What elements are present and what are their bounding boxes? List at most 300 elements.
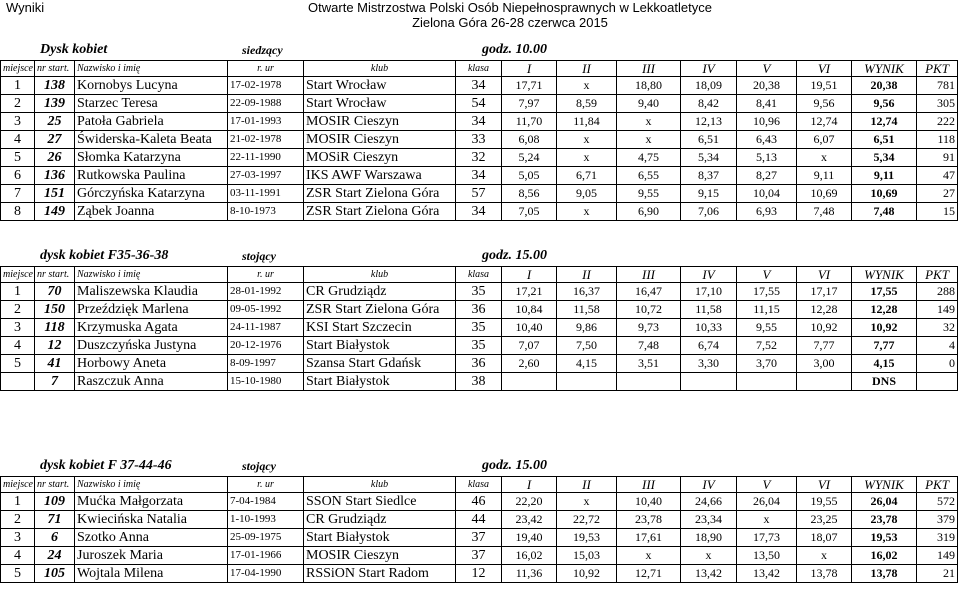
attempt-4-cell: 9,15 (681, 185, 737, 203)
attempt-6-cell: 6,07 (797, 131, 852, 149)
table-row (1, 167, 958, 185)
table-row (1, 337, 958, 355)
table-row (1, 149, 958, 167)
attempt-3-cell: 7,48 (617, 337, 681, 355)
column-header-r1: I (502, 267, 557, 283)
birth-date-cell: 24-11-1987 (228, 319, 304, 337)
start-number-cell: 136 (35, 167, 75, 185)
attempt-1-cell: 16,02 (502, 547, 557, 565)
event-title (300, 0, 720, 30)
column-header-r6: VI (797, 61, 852, 77)
attempt-2-cell: 6,71 (557, 167, 617, 185)
place-cell: 6 (1, 167, 35, 185)
attempt-2-cell: 7,50 (557, 337, 617, 355)
column-header-klub: klub (304, 61, 456, 77)
start-number-cell: 118 (35, 319, 75, 337)
attempt-5-cell: 17,55 (737, 283, 797, 301)
club-cell: Start Białystok (304, 337, 456, 355)
points-cell: 118 (917, 131, 958, 149)
attempt-5-cell: 13,50 (737, 547, 797, 565)
start-number-cell: 138 (35, 77, 75, 95)
attempt-4-cell: 11,58 (681, 301, 737, 319)
athlete-name-cell: Wojtala Milena (75, 565, 228, 583)
points-cell: 32 (917, 319, 958, 337)
column-header-pkt: PKT (917, 477, 958, 493)
attempt-1-cell: 7,07 (502, 337, 557, 355)
result-cell: 4,15 (852, 355, 917, 373)
attempt-6-cell: 12,74 (797, 113, 852, 131)
birth-date-cell: 1-10-1993 (228, 511, 304, 529)
column-header-r4: IV (681, 61, 737, 77)
athlete-name-cell: Kornobys Lucyna (75, 77, 228, 95)
place-cell: 7 (1, 185, 35, 203)
club-cell: ZSR Start Zielona Góra (304, 301, 456, 319)
club-cell: Start Białystok (304, 529, 456, 547)
athlete-name-cell: Patoła Gabriela (75, 113, 228, 131)
attempt-1-cell: 5,24 (502, 149, 557, 167)
start-number-cell: 7 (35, 373, 75, 391)
attempt-5-cell: 5,13 (737, 149, 797, 167)
attempt-2-cell: 15,03 (557, 547, 617, 565)
column-header-miejsce: miejsce (1, 267, 35, 283)
column-header-klasa: klasa (456, 61, 502, 77)
place-cell: 1 (1, 77, 35, 95)
athlete-name-cell: Rutkowska Paulina (75, 167, 228, 185)
attempt-1-cell: 8,56 (502, 185, 557, 203)
column-header-nazwisko: Nazwisko i imię (75, 61, 228, 77)
athlete-name-cell: Krzymuska Agata (75, 319, 228, 337)
attempt-2-cell: x (557, 77, 617, 95)
section-title-bar (0, 456, 960, 476)
points-cell: 47 (917, 167, 958, 185)
column-header-r1: I (502, 61, 557, 77)
birth-date-cell: 03-11-1991 (228, 185, 304, 203)
attempt-2-cell: 11,58 (557, 301, 617, 319)
attempt-3-cell: 10,40 (617, 493, 681, 511)
attempt-6-cell: 7,77 (797, 337, 852, 355)
attempt-5-cell: 3,70 (737, 355, 797, 373)
column-header-row (1, 267, 958, 283)
athlete-name-cell: Raszczuk Anna (75, 373, 228, 391)
result-cell: 5,34 (852, 149, 917, 167)
attempt-5-cell: 20,38 (737, 77, 797, 95)
club-cell: MOSiR Cieszyn (304, 149, 456, 167)
attempt-4-cell: 13,42 (681, 565, 737, 583)
event-time: godz. 15.00 (482, 458, 547, 473)
attempt-6-cell: 19,51 (797, 77, 852, 95)
attempt-1-cell: 17,71 (502, 77, 557, 95)
start-number-cell: 105 (35, 565, 75, 583)
birth-date-cell: 21-02-1978 (228, 131, 304, 149)
attempt-5-cell: 6,43 (737, 131, 797, 149)
start-number-cell: 41 (35, 355, 75, 373)
attempt-1-cell: 2,60 (502, 355, 557, 373)
attempt-6-cell: 18,07 (797, 529, 852, 547)
column-header-r3: III (617, 477, 681, 493)
attempt-1-cell (502, 373, 557, 391)
result-cell: 23,78 (852, 511, 917, 529)
birth-date-cell: 7-04-1984 (228, 493, 304, 511)
club-cell: MOSIR Cieszyn (304, 547, 456, 565)
birth-date-cell: 20-12-1976 (228, 337, 304, 355)
table-row (1, 77, 958, 95)
start-number-cell: 151 (35, 185, 75, 203)
attempt-6-cell: 23,25 (797, 511, 852, 529)
result-cell: 20,38 (852, 77, 917, 95)
column-header-row (1, 61, 958, 77)
attempt-6-cell: 9,56 (797, 95, 852, 113)
attempt-4-cell: 24,66 (681, 493, 737, 511)
place-cell (1, 373, 35, 391)
attempt-3-cell: x (617, 113, 681, 131)
start-number-cell: 150 (35, 301, 75, 319)
column-header-nr-start: nr start. (35, 61, 75, 77)
results-table (0, 266, 958, 391)
attempt-4-cell: 3,30 (681, 355, 737, 373)
attempt-3-cell: 4,75 (617, 149, 681, 167)
attempt-5-cell: 7,52 (737, 337, 797, 355)
column-header-r5: V (737, 61, 797, 77)
table-row (1, 283, 958, 301)
points-cell: 149 (917, 547, 958, 565)
class-cell: 34 (456, 113, 502, 131)
place-cell: 3 (1, 529, 35, 547)
event-title-line2: Zielona Góra 26-28 czerwca 2015 (412, 15, 608, 30)
attempt-1-cell: 6,08 (502, 131, 557, 149)
result-cell: 9,11 (852, 167, 917, 185)
column-header-r4: IV (681, 267, 737, 283)
points-cell: 27 (917, 185, 958, 203)
results-table (0, 60, 958, 221)
result-cell: 13,78 (852, 565, 917, 583)
points-cell: 0 (917, 355, 958, 373)
class-cell: 54 (456, 95, 502, 113)
points-cell: 15 (917, 203, 958, 221)
section-title-bar (0, 40, 960, 60)
birth-date-cell: 22-09-1988 (228, 95, 304, 113)
attempt-2-cell: 11,84 (557, 113, 617, 131)
athlete-name-cell: Przeździęk Marlena (75, 301, 228, 319)
table-row (1, 95, 958, 113)
table-row (1, 131, 958, 149)
attempt-6-cell (797, 373, 852, 391)
class-cell: 57 (456, 185, 502, 203)
column-header-miejsce: miejsce (1, 61, 35, 77)
attempt-4-cell: 17,10 (681, 283, 737, 301)
attempt-3-cell: x (617, 547, 681, 565)
attempt-5-cell: 6,93 (737, 203, 797, 221)
club-cell: Start Wrocław (304, 77, 456, 95)
column-header-r2: II (557, 477, 617, 493)
result-cell: 7,48 (852, 203, 917, 221)
athlete-name-cell: Świderska-Kaleta Beata (75, 131, 228, 149)
result-cell: 6,51 (852, 131, 917, 149)
attempt-1-cell: 7,05 (502, 203, 557, 221)
attempt-3-cell: 9,40 (617, 95, 681, 113)
points-cell (917, 373, 958, 391)
results-section (0, 246, 960, 391)
attempt-4-cell: x (681, 547, 737, 565)
place-cell: 8 (1, 203, 35, 221)
event-position: siedzący (242, 43, 283, 57)
attempt-5-cell (737, 373, 797, 391)
athlete-name-cell: Starzec Teresa (75, 95, 228, 113)
class-cell: 37 (456, 529, 502, 547)
attempt-2-cell: 16,37 (557, 283, 617, 301)
attempt-1-cell: 10,84 (502, 301, 557, 319)
attempt-2-cell: 9,05 (557, 185, 617, 203)
table-row (1, 203, 958, 221)
attempt-4-cell: 6,51 (681, 131, 737, 149)
attempt-6-cell: 12,28 (797, 301, 852, 319)
points-cell: 781 (917, 77, 958, 95)
attempt-3-cell (617, 373, 681, 391)
attempt-1-cell: 11,36 (502, 565, 557, 583)
attempt-4-cell: 7,06 (681, 203, 737, 221)
birth-date-cell: 17-02-1978 (228, 77, 304, 95)
event-name: Dysk kobiet (40, 42, 108, 57)
place-cell: 4 (1, 337, 35, 355)
attempt-6-cell: 19,55 (797, 493, 852, 511)
column-header-nazwisko: Nazwisko i imię (75, 267, 228, 283)
class-cell: 38 (456, 373, 502, 391)
column-header-r3: III (617, 61, 681, 77)
attempt-6-cell: 13,78 (797, 565, 852, 583)
attempt-5-cell: 8,41 (737, 95, 797, 113)
points-cell: 4 (917, 337, 958, 355)
attempt-3-cell: 9,73 (617, 319, 681, 337)
club-cell: IKS AWF Warszawa (304, 167, 456, 185)
class-cell: 34 (456, 77, 502, 95)
place-cell: 4 (1, 547, 35, 565)
attempt-4-cell: 8,42 (681, 95, 737, 113)
event-name: dysk kobiet F 37-44-46 (40, 458, 172, 473)
points-cell: 305 (917, 95, 958, 113)
attempt-4-cell: 10,33 (681, 319, 737, 337)
attempt-3-cell: 10,72 (617, 301, 681, 319)
start-number-cell: 139 (35, 95, 75, 113)
club-cell: ZSR Start Zielona Góra (304, 185, 456, 203)
club-cell: SSON Start Siedlce (304, 493, 456, 511)
class-cell: 37 (456, 547, 502, 565)
birth-date-cell: 8-09-1997 (228, 355, 304, 373)
class-cell: 35 (456, 319, 502, 337)
place-cell: 3 (1, 113, 35, 131)
column-header-wynik: WYNIK (852, 61, 917, 77)
attempt-3-cell: 6,55 (617, 167, 681, 185)
results-section (0, 40, 960, 221)
column-header-rur: r. ur (228, 267, 304, 283)
attempt-6-cell: 3,00 (797, 355, 852, 373)
birth-date-cell: 25-09-1975 (228, 529, 304, 547)
table-row (1, 113, 958, 131)
column-header-r5: V (737, 477, 797, 493)
points-cell: 222 (917, 113, 958, 131)
points-cell: 379 (917, 511, 958, 529)
place-cell: 2 (1, 95, 35, 113)
result-cell: 10,92 (852, 319, 917, 337)
column-header-klasa: klasa (456, 267, 502, 283)
place-cell: 5 (1, 355, 35, 373)
place-cell: 3 (1, 319, 35, 337)
result-cell: 7,77 (852, 337, 917, 355)
attempt-6-cell: 10,92 (797, 319, 852, 337)
table-row (1, 373, 958, 391)
result-cell: 10,69 (852, 185, 917, 203)
attempt-2-cell: 9,86 (557, 319, 617, 337)
attempt-1-cell: 7,97 (502, 95, 557, 113)
table-row (1, 493, 958, 511)
points-cell: 91 (917, 149, 958, 167)
result-cell: 12,74 (852, 113, 917, 131)
results-table (0, 476, 958, 583)
result-cell: 19,53 (852, 529, 917, 547)
birth-date-cell: 8-10-1973 (228, 203, 304, 221)
attempt-5-cell: 10,04 (737, 185, 797, 203)
column-header-row (1, 477, 958, 493)
attempt-1-cell: 11,70 (502, 113, 557, 131)
attempt-3-cell: 16,47 (617, 283, 681, 301)
class-cell: 35 (456, 337, 502, 355)
place-cell: 4 (1, 131, 35, 149)
attempt-2-cell: 10,92 (557, 565, 617, 583)
column-header-rur: r. ur (228, 61, 304, 77)
attempt-5-cell: 11,15 (737, 301, 797, 319)
class-cell: 36 (456, 355, 502, 373)
attempt-1-cell: 17,21 (502, 283, 557, 301)
attempt-6-cell: 7,48 (797, 203, 852, 221)
start-number-cell: 25 (35, 113, 75, 131)
attempt-4-cell: 5,34 (681, 149, 737, 167)
table-row (1, 301, 958, 319)
table-row (1, 547, 958, 565)
event-name: dysk kobiet F35-36-38 (40, 248, 169, 263)
class-cell: 12 (456, 565, 502, 583)
result-cell: 17,55 (852, 283, 917, 301)
athlete-name-cell: Maliszewska Klaudia (75, 283, 228, 301)
attempt-6-cell: 17,17 (797, 283, 852, 301)
result-cell: 12,28 (852, 301, 917, 319)
attempt-6-cell: 10,69 (797, 185, 852, 203)
athlete-name-cell: Szotko Anna (75, 529, 228, 547)
attempt-2-cell: 8,59 (557, 95, 617, 113)
attempt-2-cell: x (557, 149, 617, 167)
attempt-3-cell: 9,55 (617, 185, 681, 203)
event-time: godz. 15.00 (482, 248, 547, 263)
athlete-name-cell: Ząbek Joanna (75, 203, 228, 221)
place-cell: 5 (1, 565, 35, 583)
start-number-cell: 71 (35, 511, 75, 529)
attempt-6-cell: 9,11 (797, 167, 852, 185)
points-cell: 149 (917, 301, 958, 319)
table-row (1, 529, 958, 547)
class-cell: 44 (456, 511, 502, 529)
column-header-nr-start: nr start. (35, 267, 75, 283)
attempt-2-cell: x (557, 203, 617, 221)
attempt-4-cell: 8,37 (681, 167, 737, 185)
club-cell: KSI Start Szczecin (304, 319, 456, 337)
attempt-2-cell: 22,72 (557, 511, 617, 529)
attempt-4-cell: 18,90 (681, 529, 737, 547)
attempt-5-cell: 13,42 (737, 565, 797, 583)
birth-date-cell: 17-04-1990 (228, 565, 304, 583)
section-title-bar (0, 246, 960, 266)
club-cell: Szansa Start Gdańsk (304, 355, 456, 373)
birth-date-cell: 15-10-1980 (228, 373, 304, 391)
start-number-cell: 109 (35, 493, 75, 511)
place-cell: 1 (1, 493, 35, 511)
birth-date-cell: 17-01-1993 (228, 113, 304, 131)
attempt-5-cell: 8,27 (737, 167, 797, 185)
attempt-4-cell (681, 373, 737, 391)
attempt-3-cell: x (617, 131, 681, 149)
birth-date-cell: 28-01-1992 (228, 283, 304, 301)
table-row (1, 565, 958, 583)
attempt-5-cell: 9,55 (737, 319, 797, 337)
attempt-4-cell: 23,34 (681, 511, 737, 529)
start-number-cell: 24 (35, 547, 75, 565)
start-number-cell: 6 (35, 529, 75, 547)
attempt-3-cell: 6,90 (617, 203, 681, 221)
column-header-klub: klub (304, 477, 456, 493)
result-cell: 9,56 (852, 95, 917, 113)
athlete-name-cell: Horbowy Aneta (75, 355, 228, 373)
athlete-name-cell: Duszczyńska Justyna (75, 337, 228, 355)
place-cell: 2 (1, 301, 35, 319)
attempt-2-cell: 19,53 (557, 529, 617, 547)
place-cell: 5 (1, 149, 35, 167)
attempt-6-cell: x (797, 149, 852, 167)
class-cell: 46 (456, 493, 502, 511)
start-number-cell: 149 (35, 203, 75, 221)
column-header-pkt: PKT (917, 61, 958, 77)
results-section (0, 456, 960, 583)
table-row (1, 355, 958, 373)
class-cell: 34 (456, 167, 502, 185)
report-label: Wyniki (6, 0, 45, 15)
class-cell: 36 (456, 301, 502, 319)
athlete-name-cell: Kwiecińska Natalia (75, 511, 228, 529)
birth-date-cell: 27-03-1997 (228, 167, 304, 185)
column-header-r6: VI (797, 267, 852, 283)
points-cell: 319 (917, 529, 958, 547)
column-header-r4: IV (681, 477, 737, 493)
attempt-1-cell: 10,40 (502, 319, 557, 337)
attempt-5-cell: 26,04 (737, 493, 797, 511)
class-cell: 35 (456, 283, 502, 301)
column-header-klasa: klasa (456, 477, 502, 493)
start-number-cell: 12 (35, 337, 75, 355)
column-header-wynik: WYNIK (852, 267, 917, 283)
column-header-r1: I (502, 477, 557, 493)
attempt-6-cell: x (797, 547, 852, 565)
birth-date-cell: 22-11-1990 (228, 149, 304, 167)
class-cell: 32 (456, 149, 502, 167)
attempt-3-cell: 12,71 (617, 565, 681, 583)
attempt-1-cell: 22,20 (502, 493, 557, 511)
table-row (1, 185, 958, 203)
attempt-2-cell: 4,15 (557, 355, 617, 373)
place-cell: 2 (1, 511, 35, 529)
class-cell: 34 (456, 203, 502, 221)
attempt-5-cell: x (737, 511, 797, 529)
column-header-r5: V (737, 267, 797, 283)
attempt-5-cell: 10,96 (737, 113, 797, 131)
club-cell: ZSR Start Zielona Góra (304, 203, 456, 221)
column-header-rur: r. ur (228, 477, 304, 493)
column-header-nazwisko: Nazwisko i imię (75, 477, 228, 493)
attempt-4-cell: 18,09 (681, 77, 737, 95)
